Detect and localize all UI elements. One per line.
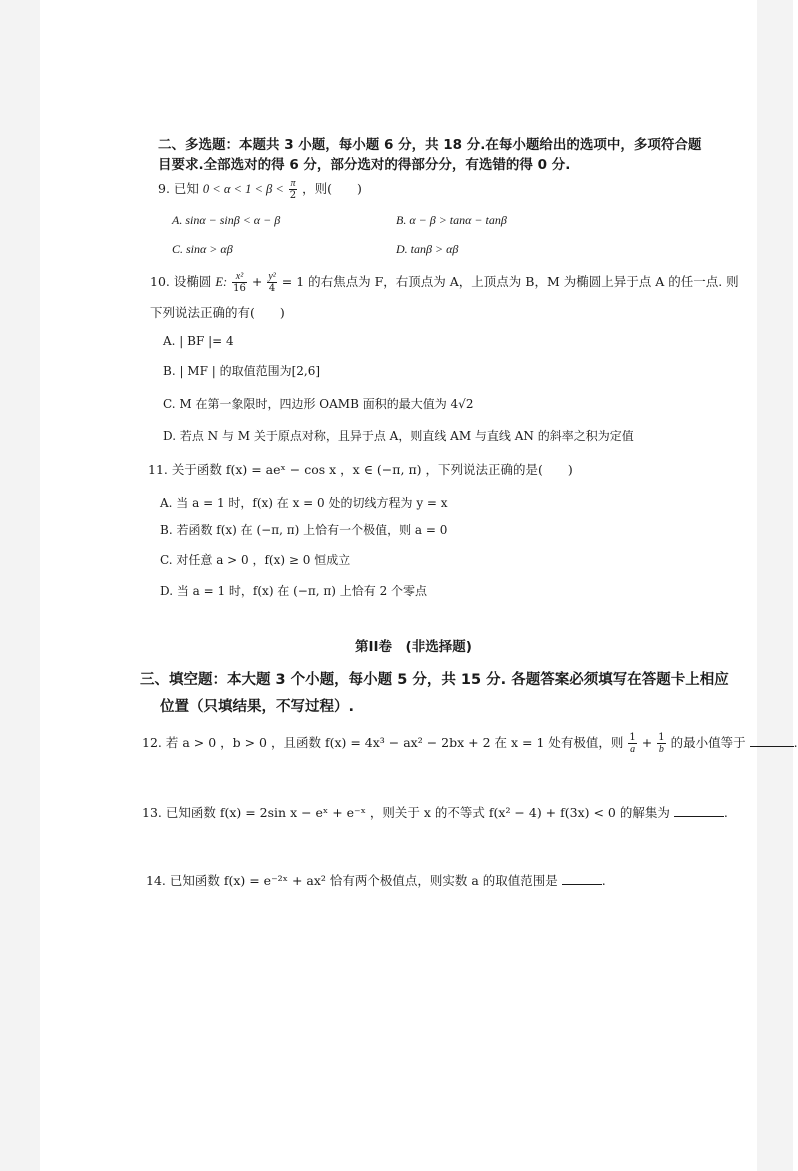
q14-answer-blank: [562, 872, 602, 885]
q12-frac1-den: a: [630, 744, 636, 755]
q10-frac2-den: 4: [268, 283, 276, 294]
q14-text: 14. 已知函数 f(x) = e⁻²ˣ + ax² 恰有两个极值点，则实数 a 的取值范围是: [146, 873, 558, 888]
q9-pi-over-2: [289, 178, 297, 201]
section2-heading-line2: 目要求.全部选对的得 6 分，部分选对的得部分分，有选错的得 0 分.: [158, 157, 571, 173]
q10-stem-line2: 下列说法正确的有( ): [150, 305, 285, 320]
q12-frac-1-over-a: [628, 732, 636, 755]
q9-frac-den: 2: [289, 190, 297, 201]
q10-option-c: C. M 在第一象限时，四边形 OAMB 面积的最大值为 4√2: [163, 397, 474, 411]
q13-stem: 13. 已知函数 f(x) = 2sin x − eˣ + e⁻ˣ ，则关于 x 的不等式 f(x² − 4) + f(3x) < 0 的解集为 .: [142, 805, 728, 820]
q11-option-a: A. 当 a = 1 时，f(x) 在 x = 0 处的切线方程为 y = x: [160, 496, 448, 510]
q9-condition: 0 < α < 1 < β <: [202, 182, 284, 196]
q10-frac1-num: x²: [232, 271, 247, 283]
q12-stem: 12. 若 a > 0 ，b > 0 ，且函数 f(x) = 4x³ − ax² − 2bx + 2 在 x = 1 处有极值，则 $\frac{1}{a}$ + $\frac{1}{b}$ 的最小值等于 .: [142, 732, 798, 755]
q9-stem: [158, 178, 362, 201]
q9-option-a: A. sinα − sinβ < α − β: [172, 213, 281, 227]
q10-frac-y: [267, 271, 276, 294]
q12-frac2-den: b: [658, 744, 664, 755]
q12-frac1-num: 1: [629, 732, 636, 743]
q10-frac1-den: 16: [233, 283, 246, 294]
section2-heading-line1: 二、多选题：本题共 3 小题，每小题 6 分，共 18 分.在每小题给出的选项中，多项符合题: [158, 137, 702, 153]
q10-frac2-num: y²: [268, 271, 276, 282]
q11-option-b: B. 若函数 f(x) 在 (−π, π) 上恰有一个极值，则 a = 0: [160, 523, 448, 537]
q9-frac-num: π: [290, 178, 296, 189]
section3-heading-line2: 位置（只填结果，不写过程）.: [160, 699, 355, 715]
q12-plus: +: [641, 735, 653, 750]
q9-suffix: ，则( ): [302, 181, 362, 196]
q10-option-d: D. 若点 N 与 M 关于原点对称，且异于点 A，则直线 AM 与直线 AN 的斜率之积为定值: [163, 429, 634, 443]
q9-option-b: B. α − β > tanα − tanβ: [396, 213, 507, 227]
section3-heading-line1: 三、填空题：本大题 3 个小题，每小题 5 分，共 15 分. 各题答案必须填写在答题卡上相应: [140, 672, 729, 688]
q12-prefix: 12. 若 a > 0 ，b > 0 ，且函数 f(x) = 4x³ − ax² − 2bx + 2 在 x = 1 处有极值，则: [142, 735, 624, 750]
q12-frac-1-over-b: [657, 732, 665, 755]
q10-ellipse-label: E:: [215, 275, 228, 289]
q10-suffix: 的右焦点为 F，右顶点为 A，上顶点为 B，M 为椭圆上异于点 A 的任一点. 则: [308, 274, 739, 289]
q11-stem: 11. 关于函数 f(x) = aeˣ − cos x ，x ∈ (−π, π) ，下列说法正确的是( ): [148, 462, 573, 477]
q14-stem: 14. 已知函数 f(x) = e⁻²ˣ + ax² 恰有两个极值点，则实数 a 的取值范围是 .: [146, 873, 606, 888]
scan-left-shade: [0, 0, 40, 1171]
q13-text: 13. 已知函数 f(x) = 2sin x − eˣ + e⁻ˣ ，则关于 x 的不等式 f(x² − 4) + f(3x) < 0 的解集为: [142, 805, 670, 820]
q9-option-d: D. tanβ > αβ: [396, 242, 459, 256]
part2-title: 第II卷 (非选择题): [355, 639, 472, 655]
q13-answer-blank: [674, 804, 724, 817]
q9-prefix: 9. 已知: [158, 181, 199, 196]
q10-frac-x: [232, 271, 247, 294]
q10-option-b: B. | MF | 的取值范围为[2,6]: [163, 364, 321, 378]
q10-prefix: 10. 设椭圆: [150, 274, 212, 289]
q12-frac2-num: 1: [658, 732, 665, 743]
q10-option-a: A. | BF |= 4: [163, 334, 234, 348]
q11-option-c: C. 对任意 a > 0 ，f(x) ≥ 0 恒成立: [160, 553, 351, 567]
q10-plus: +: [251, 274, 263, 289]
q11-option-d: D. 当 a = 1 时，f(x) 在 (−π, π) 上恰有 2 个零点: [160, 584, 428, 598]
q12-suffix: 的最小值等于: [670, 735, 746, 750]
scan-right-shade: [757, 0, 793, 1171]
q12-answer-blank: [750, 734, 794, 747]
q10-stem: [150, 271, 739, 294]
q10-eq: = 1: [281, 274, 305, 289]
q9-option-c: C. sinα > αβ: [172, 242, 233, 256]
